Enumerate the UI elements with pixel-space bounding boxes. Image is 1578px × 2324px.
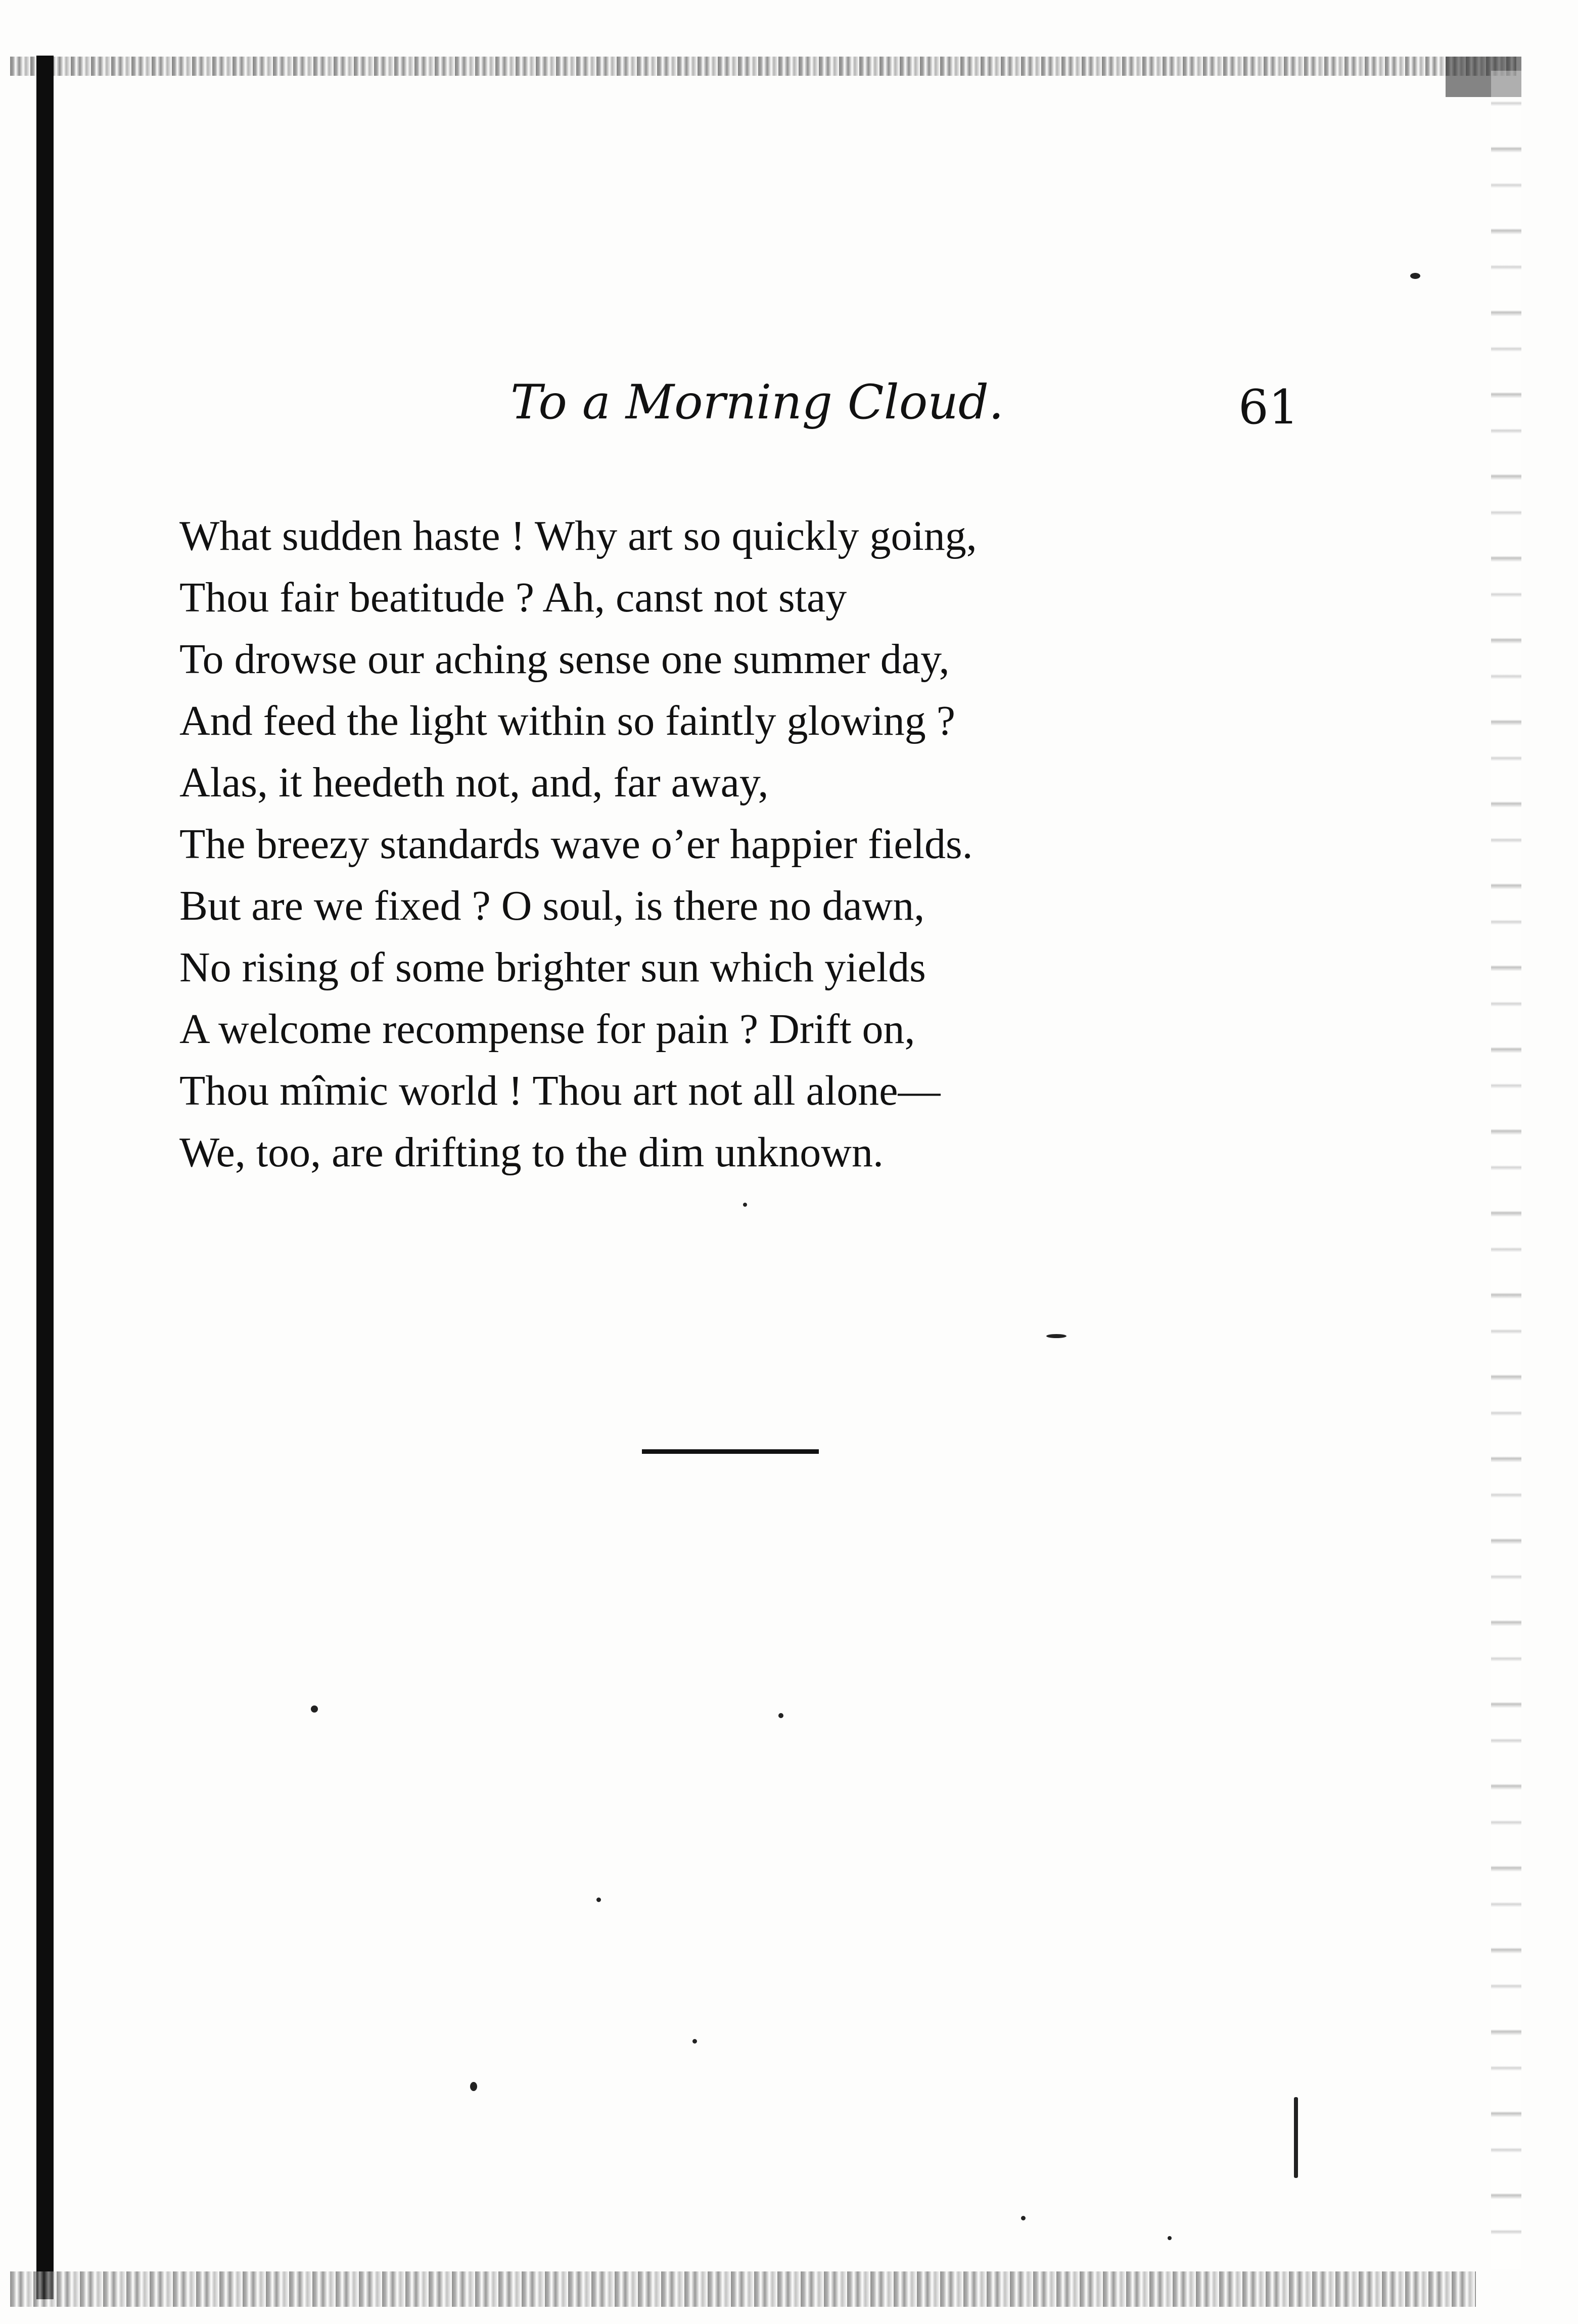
scan-edge-bottom: [10, 2271, 1476, 2307]
end-rule: [642, 1449, 819, 1454]
page-number: 61: [1238, 380, 1299, 435]
scan-speck: [1410, 273, 1420, 279]
poem-line: What sudden haste ! Why art so quickly going,: [179, 512, 977, 559]
scan-speck: [1168, 2236, 1172, 2240]
poem: [179, 505, 1190, 1183]
scan-speck: [778, 1713, 783, 1718]
scan-speck: [692, 2039, 697, 2044]
poem-line: We, too, are drifting to the dim unknown.: [179, 1129, 884, 1176]
scan-speck: [470, 2082, 477, 2091]
scan-speck: [1021, 2216, 1026, 2220]
poem-line: And feed the light within so faintly glowing ?: [179, 697, 956, 744]
poem-line: Thou mîmic world ! Thou art not all alone—: [179, 1067, 941, 1114]
scan-speck: [311, 1705, 318, 1713]
scan-speck: [596, 1898, 601, 1902]
poem-line: But are we fixed ? O soul, is there no dawn,: [179, 882, 925, 929]
poem-line: To drowse our aching sense one summer day,: [179, 636, 950, 683]
scan-spine-left: [36, 56, 54, 2299]
poem-line: The breezy standards wave o’er happier fields.: [179, 821, 973, 868]
poem-line: Thou fair beatitude ? Ah, canst not stay: [179, 574, 847, 621]
poem-line: A welcome recompense for pain ? Drift on,: [179, 1006, 915, 1053]
scan-speck: [743, 1203, 747, 1207]
poem-line: No rising of some brighter sun which yields: [179, 944, 926, 991]
scan-speck: [1294, 2097, 1298, 2178]
scan-edge-top: [10, 57, 1516, 76]
running-title: To a Morning Cloud.: [510, 375, 1004, 430]
poem-line: Alas, it heedeth not, and, far away,: [179, 759, 769, 806]
scan-edge-right: [1491, 71, 1521, 2269]
scan-speck: [1046, 1334, 1066, 1338]
